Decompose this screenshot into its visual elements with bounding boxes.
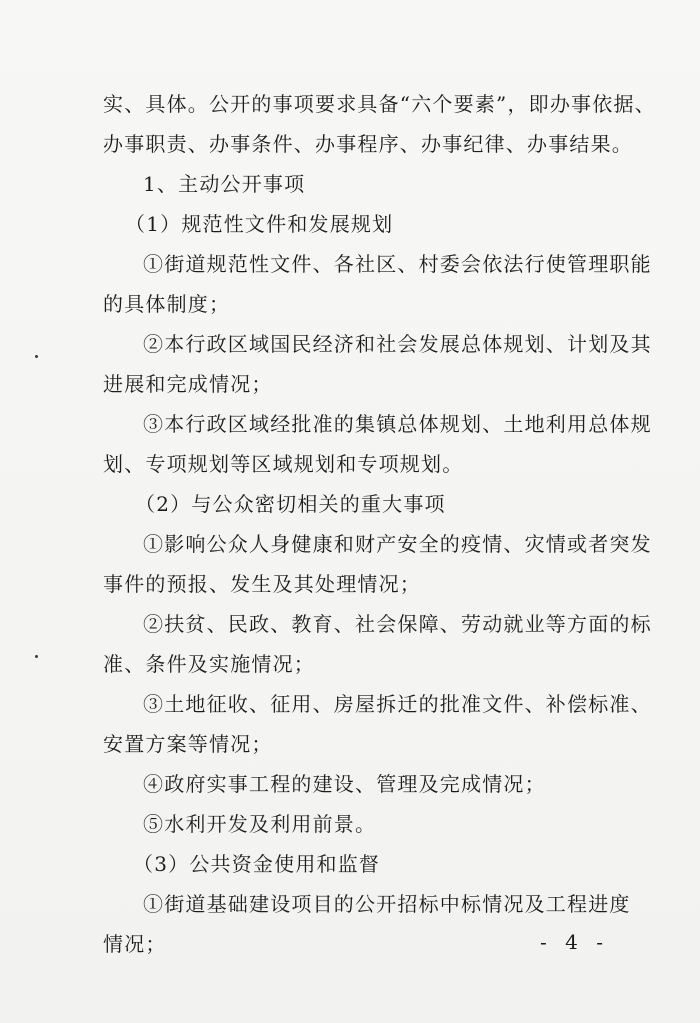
text-line: ②扶贫、民政、教育、社会保障、劳动就业等方面的标	[143, 612, 652, 636]
text-line: ⑤水利开发及利用前景。	[143, 812, 377, 836]
subsection-heading: （2）与公众密切相关的重大事项	[135, 492, 446, 516]
text-line: ②本行政区域国民经济和社会发展总体规划、计划及其	[143, 332, 652, 356]
text-line: ③土地征收、征用、房屋拆迁的批准文件、补偿标准、	[143, 692, 652, 716]
text-line: 划、专项规划等区域规划和专项规划。	[103, 452, 464, 476]
text-line: ①街道基础建设项目的公开招标中标情况及工程进度	[143, 892, 631, 916]
section-heading: 1、主动公开事项	[143, 172, 306, 196]
text-line: 安置方案等情况；	[103, 732, 273, 756]
binding-mark	[35, 355, 38, 358]
subsection-heading: （3）公共资金使用和监督	[133, 852, 381, 876]
text-line: 的具体制度；	[103, 292, 231, 316]
text-line: 办事职责、办事条件、办事程序、办事纪律、办事结果。	[103, 132, 633, 156]
binding-mark	[35, 655, 38, 658]
text-line: ③本行政区域经批准的集镇总体规划、土地利用总体规	[143, 412, 652, 436]
text-line: 事件的预报、发生及其处理情况；	[103, 572, 421, 596]
subsection-heading: （1）规范性文件和发展规划	[125, 212, 394, 236]
text-line: 情况；	[103, 932, 167, 956]
text-line: 实、具体。公开的事项要求具备“六个要素”，即办事依据、	[103, 92, 656, 116]
text-line: ①街道规范性文件、各社区、村委会依法行使管理职能	[143, 252, 652, 276]
text-line: ④政府实事工程的建设、管理及完成情况；	[143, 772, 546, 796]
text-line: ①影响公众人身健康和财产安全的疫情、灾情或者突发	[143, 532, 652, 556]
text-line: 准、条件及实施情况；	[103, 652, 315, 676]
text-line: 进展和完成情况；	[103, 372, 273, 396]
page-number: - 4 -	[540, 930, 609, 954]
